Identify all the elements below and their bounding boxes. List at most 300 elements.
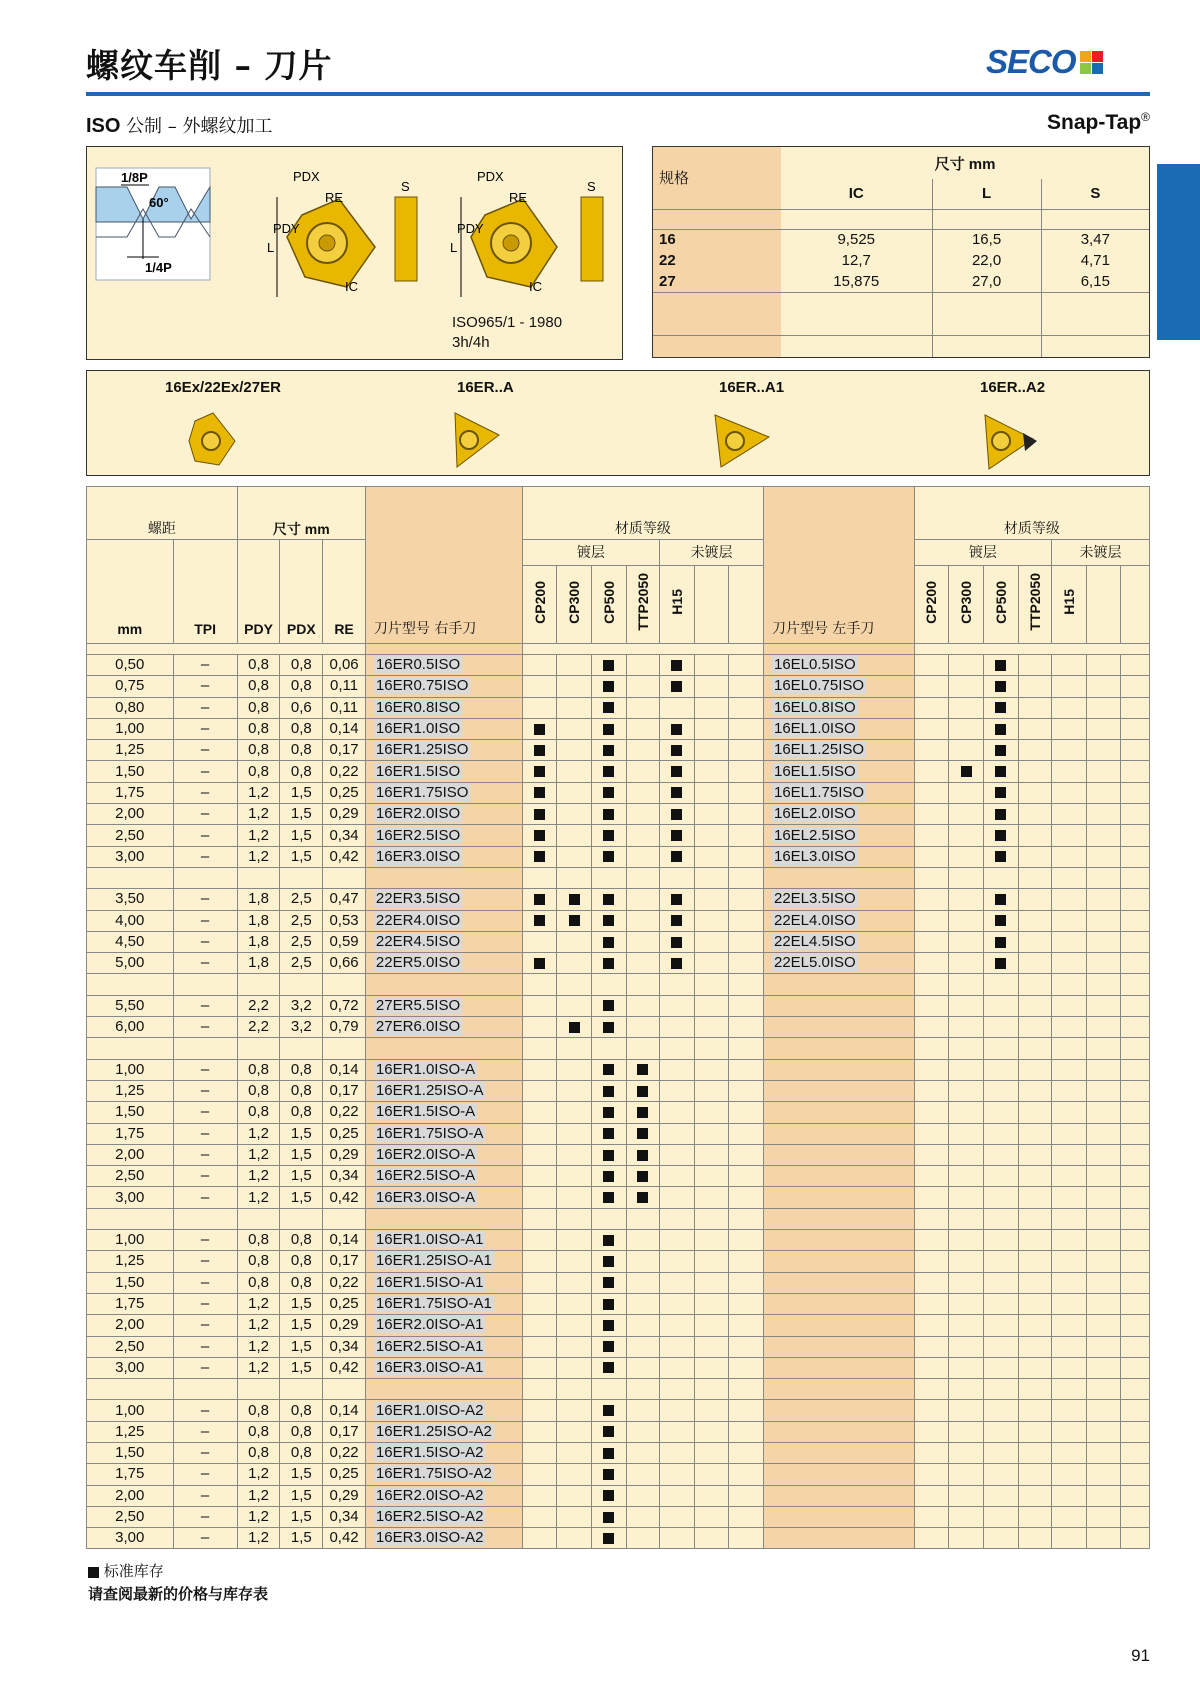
pitch-mm: 2,00 bbox=[87, 1144, 174, 1165]
header-rule bbox=[86, 92, 1150, 96]
stock-square-icon bbox=[637, 1064, 648, 1075]
empty-cell bbox=[237, 1208, 280, 1229]
grade-cell bbox=[626, 1187, 660, 1208]
table-row bbox=[87, 1251, 1150, 1272]
grade-header: H15 bbox=[1052, 566, 1087, 644]
grade-header: CP500 bbox=[983, 566, 1018, 644]
empty-cell bbox=[1052, 974, 1087, 995]
left-hand-code-text: 16EL2.5ISO bbox=[773, 826, 856, 844]
grade-cell bbox=[983, 1400, 1018, 1421]
empty-cell bbox=[694, 1017, 729, 1038]
table-row bbox=[87, 1400, 1150, 1421]
right-hand-code-text: 16ER1.0ISO-A2 bbox=[375, 1401, 484, 1419]
empty-cell bbox=[280, 1379, 323, 1400]
insert-variants-panel bbox=[86, 370, 1150, 476]
registered-mark: ® bbox=[1141, 110, 1150, 124]
dim-row bbox=[653, 250, 1149, 271]
grade-cell bbox=[660, 1528, 695, 1549]
table-row bbox=[87, 655, 1150, 676]
empty-cell bbox=[983, 974, 1018, 995]
pitch-mm: 1,75 bbox=[87, 1123, 174, 1144]
grade-cell bbox=[557, 761, 592, 782]
size-header: 规格 bbox=[653, 147, 781, 209]
right-hand-code-text: 16ER2.0ISO-A1 bbox=[375, 1316, 484, 1334]
grade-cell bbox=[1018, 761, 1052, 782]
logo-text: SECO bbox=[986, 43, 1076, 80]
grade-cell bbox=[522, 718, 557, 739]
empty-cell bbox=[729, 804, 764, 825]
empty-cell bbox=[1086, 1528, 1121, 1549]
empty-cell bbox=[1018, 867, 1052, 888]
tpi: – bbox=[173, 697, 237, 718]
grade-cell bbox=[522, 1166, 557, 1187]
grade-cell bbox=[660, 1400, 695, 1421]
grade-cell bbox=[626, 718, 660, 739]
grade-cell bbox=[522, 825, 557, 846]
grade-cell bbox=[1052, 1123, 1087, 1144]
grade-cell bbox=[1018, 718, 1052, 739]
stock-square-icon bbox=[534, 766, 545, 777]
stock-square-icon bbox=[995, 660, 1006, 671]
header-coated-right: 镀层 bbox=[522, 540, 659, 566]
re: 0,79 bbox=[323, 1017, 366, 1038]
pitch-mm: 0,75 bbox=[87, 676, 174, 697]
stock-square-icon bbox=[637, 1128, 648, 1139]
grade-cell bbox=[557, 740, 592, 761]
stock-square-icon bbox=[534, 894, 545, 905]
pdy: 1,8 bbox=[237, 931, 280, 952]
empty-cell bbox=[1018, 1208, 1052, 1229]
table-row bbox=[87, 889, 1150, 910]
grade-cell bbox=[591, 1187, 626, 1208]
left-hand-code bbox=[763, 1251, 914, 1272]
stock-square-icon bbox=[569, 894, 580, 905]
tpi: – bbox=[173, 1421, 237, 1442]
grade-cell bbox=[914, 761, 949, 782]
pitch-mm: 2,50 bbox=[87, 1506, 174, 1527]
empty-cell bbox=[1121, 718, 1150, 739]
empty-cell bbox=[1121, 931, 1150, 952]
right-hand-code bbox=[365, 931, 522, 952]
right-hand-code-text: 16ER0.5ISO bbox=[375, 656, 461, 674]
empty-cell bbox=[323, 1038, 366, 1059]
empty-cell bbox=[1121, 1166, 1150, 1187]
unit-header: 尺寸 mm bbox=[934, 155, 996, 173]
grade-cell bbox=[591, 889, 626, 910]
empty-cell bbox=[1086, 1038, 1121, 1059]
grade-cell bbox=[914, 910, 949, 931]
grade-cell bbox=[983, 1102, 1018, 1123]
header-grade-left: 材质等级 bbox=[914, 487, 1149, 540]
left-hand-code bbox=[763, 1464, 914, 1485]
stock-square-icon bbox=[603, 1512, 614, 1523]
empty-cell bbox=[626, 974, 660, 995]
grade-cell bbox=[1052, 1485, 1087, 1506]
empty-cell bbox=[694, 1400, 729, 1421]
table-row bbox=[87, 676, 1150, 697]
grade-cell bbox=[983, 910, 1018, 931]
grade-cell bbox=[914, 1123, 949, 1144]
empty-cell bbox=[729, 1400, 764, 1421]
stock-square-icon bbox=[603, 1064, 614, 1075]
empty-cell bbox=[1121, 846, 1150, 867]
grade-cell bbox=[914, 1293, 949, 1314]
grade-cell bbox=[591, 1506, 626, 1527]
empty-cell bbox=[1121, 1251, 1150, 1272]
empty-cell bbox=[1121, 761, 1150, 782]
grade-cell bbox=[914, 718, 949, 739]
grade-cell bbox=[983, 1357, 1018, 1378]
table-row bbox=[87, 1059, 1150, 1080]
tpi: – bbox=[173, 804, 237, 825]
grade-cell bbox=[660, 676, 695, 697]
empty-cell bbox=[949, 1379, 984, 1400]
stock-square-icon bbox=[603, 1533, 614, 1544]
grade-cell bbox=[1018, 1017, 1052, 1038]
grade-cell bbox=[1018, 931, 1052, 952]
label-pdx-2: PDX bbox=[477, 169, 504, 184]
grade-cell bbox=[914, 1144, 949, 1165]
grade-cell bbox=[1018, 889, 1052, 910]
stock-square-icon bbox=[637, 1086, 648, 1097]
empty-cell bbox=[1086, 697, 1121, 718]
grade-cell bbox=[522, 1421, 557, 1442]
grade-cell bbox=[1018, 697, 1052, 718]
logo-squares-icon bbox=[1080, 51, 1103, 74]
right-hand-code-text: 16ER3.0ISO-A bbox=[375, 1188, 476, 1206]
grade-cell bbox=[949, 1059, 984, 1080]
right-hand-code bbox=[365, 1080, 522, 1101]
grade-cell bbox=[660, 761, 695, 782]
stock-square-icon bbox=[637, 1192, 648, 1203]
left-hand-code bbox=[763, 1336, 914, 1357]
empty-cell bbox=[694, 1357, 729, 1378]
table-row bbox=[87, 718, 1150, 739]
re: 0,25 bbox=[323, 1293, 366, 1314]
right-hand-code bbox=[365, 1336, 522, 1357]
right-hand-code bbox=[365, 1230, 522, 1251]
pitch-mm: 1,75 bbox=[87, 1464, 174, 1485]
right-hand-code-text: 22ER5.0ISO bbox=[375, 954, 461, 972]
empty-cell bbox=[763, 1379, 914, 1400]
grade-cell bbox=[522, 697, 557, 718]
pitch-mm: 2,50 bbox=[87, 825, 174, 846]
right-hand-code-text: 16ER1.75ISO-A bbox=[375, 1124, 484, 1142]
pdy: 1,8 bbox=[237, 889, 280, 910]
label-l-1: L bbox=[267, 240, 275, 255]
right-hand-code bbox=[365, 697, 522, 718]
pdx: 1,5 bbox=[280, 1528, 323, 1549]
empty-cell bbox=[1086, 761, 1121, 782]
empty-cell bbox=[591, 1379, 626, 1400]
right-hand-code bbox=[365, 889, 522, 910]
empty-cell bbox=[694, 697, 729, 718]
grade-cell bbox=[1052, 1528, 1087, 1549]
stock-square-icon bbox=[603, 1150, 614, 1161]
empty-cell bbox=[557, 1379, 592, 1400]
grade-cell bbox=[1052, 1102, 1087, 1123]
empty-cell bbox=[1086, 1187, 1121, 1208]
grade-cell bbox=[557, 1506, 592, 1527]
grade-cell bbox=[626, 910, 660, 931]
tpi: – bbox=[173, 1293, 237, 1314]
grade-cell bbox=[557, 1442, 592, 1463]
empty-cell bbox=[694, 825, 729, 846]
empty-cell bbox=[1086, 1080, 1121, 1101]
stock-square-icon bbox=[534, 830, 545, 841]
grade-cell bbox=[626, 761, 660, 782]
empty-cell bbox=[694, 1166, 729, 1187]
grade-cell bbox=[983, 718, 1018, 739]
table-row bbox=[87, 1080, 1150, 1101]
empty-cell bbox=[1086, 1059, 1121, 1080]
grade-cell bbox=[1052, 676, 1087, 697]
right-hand-code-text: 16ER1.25ISO-A2 bbox=[375, 1422, 492, 1440]
left-hand-code bbox=[763, 953, 914, 974]
empty-cell bbox=[729, 1144, 764, 1165]
empty-cell bbox=[237, 974, 280, 995]
grade-cell bbox=[1018, 1059, 1052, 1080]
grade-cell bbox=[522, 1400, 557, 1421]
grade-cell bbox=[522, 1442, 557, 1463]
empty-cell bbox=[949, 1208, 984, 1229]
grade-cell bbox=[1018, 953, 1052, 974]
empty-cell bbox=[87, 1208, 174, 1229]
insert-front-view-icon bbox=[287, 199, 375, 287]
right-hand-code bbox=[365, 846, 522, 867]
tpi: – bbox=[173, 676, 237, 697]
grade-cell bbox=[983, 1187, 1018, 1208]
empty-cell bbox=[626, 1038, 660, 1059]
stock-square-icon bbox=[603, 1362, 614, 1373]
stock-square-icon bbox=[603, 766, 614, 777]
stock-square-icon bbox=[603, 1192, 614, 1203]
right-hand-code bbox=[365, 1315, 522, 1336]
grade-cell bbox=[591, 1400, 626, 1421]
right-hand-code-text: 16ER1.75ISO bbox=[375, 783, 469, 801]
left-hand-code bbox=[763, 846, 914, 867]
grade-cell bbox=[983, 697, 1018, 718]
re: 0,17 bbox=[323, 1251, 366, 1272]
grade-cell bbox=[983, 1442, 1018, 1463]
header-coated-left: 镀层 bbox=[914, 540, 1051, 566]
tpi: – bbox=[173, 846, 237, 867]
pdy: 0,8 bbox=[237, 1059, 280, 1080]
grade-cell bbox=[522, 1485, 557, 1506]
grade-cell bbox=[660, 782, 695, 803]
grade-cell bbox=[983, 740, 1018, 761]
empty-cell bbox=[729, 1442, 764, 1463]
left-hand-code bbox=[763, 718, 914, 739]
grade-cell bbox=[1052, 718, 1087, 739]
grade-cell bbox=[626, 846, 660, 867]
tpi: – bbox=[173, 1442, 237, 1463]
pdy: 0,8 bbox=[237, 1400, 280, 1421]
empty-cell bbox=[694, 974, 729, 995]
tpi: – bbox=[173, 1315, 237, 1336]
left-hand-code bbox=[763, 910, 914, 931]
pitch-mm: 1,25 bbox=[87, 740, 174, 761]
empty-cell bbox=[1121, 974, 1150, 995]
grade-cell bbox=[1052, 910, 1087, 931]
pdx: 1,5 bbox=[280, 1485, 323, 1506]
grade-cell bbox=[914, 953, 949, 974]
empty-cell bbox=[729, 889, 764, 910]
grade-cell bbox=[983, 676, 1018, 697]
grade-cell bbox=[1052, 1166, 1087, 1187]
table-row bbox=[87, 931, 1150, 952]
pdy: 1,2 bbox=[237, 1336, 280, 1357]
grade-cell bbox=[949, 1230, 984, 1251]
empty-cell bbox=[87, 867, 174, 888]
tpi: – bbox=[173, 931, 237, 952]
pdy: 1,2 bbox=[237, 804, 280, 825]
empty-cell bbox=[87, 974, 174, 995]
grade-cell bbox=[660, 825, 695, 846]
stock-square-icon bbox=[995, 851, 1006, 862]
grade-cell bbox=[914, 1251, 949, 1272]
re: 0,25 bbox=[323, 1123, 366, 1144]
empty-cell bbox=[729, 1251, 764, 1272]
grade-cell bbox=[914, 846, 949, 867]
empty-cell bbox=[1086, 846, 1121, 867]
dim-ic: 12,7 bbox=[841, 252, 871, 269]
left-hand-code bbox=[763, 1017, 914, 1038]
grade-cell bbox=[1052, 1442, 1087, 1463]
empty-cell bbox=[694, 1187, 729, 1208]
pitch-mm: 3,00 bbox=[87, 846, 174, 867]
grade-cell bbox=[591, 1080, 626, 1101]
legend bbox=[88, 1560, 268, 1606]
empty-cell bbox=[323, 974, 366, 995]
pdy: 0,8 bbox=[237, 1272, 280, 1293]
grade-cell bbox=[983, 804, 1018, 825]
empty-cell bbox=[729, 1336, 764, 1357]
pdx: 1,5 bbox=[280, 1144, 323, 1165]
grade-cell bbox=[983, 1421, 1018, 1442]
pdx: 1,5 bbox=[280, 804, 323, 825]
empty-cell bbox=[626, 867, 660, 888]
stock-square-icon bbox=[603, 1426, 614, 1437]
grade-cell bbox=[591, 782, 626, 803]
grade-cell bbox=[1018, 1187, 1052, 1208]
tpi: – bbox=[173, 825, 237, 846]
page-subtitle bbox=[86, 112, 272, 138]
stock-square-icon bbox=[603, 702, 614, 713]
empty-cell bbox=[1121, 1315, 1150, 1336]
grade-cell bbox=[522, 1293, 557, 1314]
pdx: 1,5 bbox=[280, 1187, 323, 1208]
grade-cell bbox=[660, 718, 695, 739]
grade-cell bbox=[626, 1315, 660, 1336]
tpi: – bbox=[173, 1506, 237, 1527]
empty-cell bbox=[729, 1017, 764, 1038]
left-hand-code bbox=[763, 931, 914, 952]
label-re-2: RE bbox=[509, 190, 528, 205]
stock-square-icon bbox=[603, 830, 614, 841]
label-pdy-1: PDY bbox=[273, 221, 300, 236]
grade-cell bbox=[914, 655, 949, 676]
empty-cell bbox=[87, 1038, 174, 1059]
pdy: 0,8 bbox=[237, 740, 280, 761]
empty-cell bbox=[1121, 1272, 1150, 1293]
stock-square-icon bbox=[603, 1490, 614, 1501]
right-hand-code bbox=[365, 1251, 522, 1272]
empty-cell bbox=[694, 1421, 729, 1442]
grade-cell bbox=[557, 1059, 592, 1080]
dim-size: 16 bbox=[653, 229, 781, 250]
grade-cell bbox=[557, 846, 592, 867]
pdx: 0,8 bbox=[280, 1059, 323, 1080]
grade-cell bbox=[557, 1251, 592, 1272]
empty-cell bbox=[237, 867, 280, 888]
stock-square-icon bbox=[603, 1341, 614, 1352]
grade-cell bbox=[626, 1166, 660, 1187]
pitch-mm: 1,75 bbox=[87, 1293, 174, 1314]
empty-cell bbox=[626, 1379, 660, 1400]
grade-cell bbox=[660, 1187, 695, 1208]
pdx: 0,8 bbox=[280, 1080, 323, 1101]
header-pdy: PDY bbox=[237, 540, 280, 644]
re: 0,17 bbox=[323, 1421, 366, 1442]
grade-header: TTP2050 bbox=[626, 566, 660, 644]
table-row bbox=[87, 1421, 1150, 1442]
grade-cell bbox=[591, 1315, 626, 1336]
dim-row bbox=[653, 229, 1149, 250]
left-hand-code-text: 16EL0.75ISO bbox=[773, 677, 865, 695]
empty-cell bbox=[1121, 1059, 1150, 1080]
grade-cell bbox=[949, 1102, 984, 1123]
empty-cell bbox=[1121, 1400, 1150, 1421]
empty-cell bbox=[1086, 1251, 1121, 1272]
pdy: 1,2 bbox=[237, 1357, 280, 1378]
grade-header: TTP2050 bbox=[1018, 566, 1052, 644]
empty-cell bbox=[694, 1506, 729, 1527]
empty-cell bbox=[729, 718, 764, 739]
empty-cell bbox=[1121, 1123, 1150, 1144]
right-hand-code-text: 27ER5.5ISO bbox=[375, 996, 461, 1014]
empty-cell bbox=[694, 1123, 729, 1144]
tpi: – bbox=[173, 740, 237, 761]
stock-square-icon bbox=[603, 1277, 614, 1288]
grade-cell bbox=[522, 655, 557, 676]
table-row bbox=[87, 740, 1150, 761]
right-hand-code-text: 16ER1.5ISO-A bbox=[375, 1103, 476, 1121]
grade-cell bbox=[626, 953, 660, 974]
empty-cell bbox=[1086, 1102, 1121, 1123]
empty-cell bbox=[1086, 655, 1121, 676]
right-hand-code-text: 16ER3.0ISO-A1 bbox=[375, 1358, 484, 1376]
right-hand-code-text: 16ER0.8ISO bbox=[375, 698, 461, 716]
grade-header-empty bbox=[1086, 566, 1121, 644]
empty-cell bbox=[694, 740, 729, 761]
right-hand-code-text: 16ER3.0ISO bbox=[375, 847, 461, 865]
empty-cell bbox=[173, 867, 237, 888]
stock-square-icon bbox=[603, 1448, 614, 1459]
grade-cell bbox=[522, 889, 557, 910]
pitch-mm: 3,00 bbox=[87, 1528, 174, 1549]
table-spacer-row bbox=[87, 974, 1150, 995]
right-hand-code-text: 16ER2.0ISO-A2 bbox=[375, 1486, 484, 1504]
grade-cell bbox=[983, 889, 1018, 910]
grade-cell bbox=[522, 740, 557, 761]
right-hand-code bbox=[365, 1017, 522, 1038]
grade-cell bbox=[949, 1442, 984, 1463]
re: 0,22 bbox=[323, 761, 366, 782]
pdx: 0,8 bbox=[280, 1421, 323, 1442]
table-row bbox=[87, 910, 1150, 931]
grade-cell bbox=[626, 1017, 660, 1038]
